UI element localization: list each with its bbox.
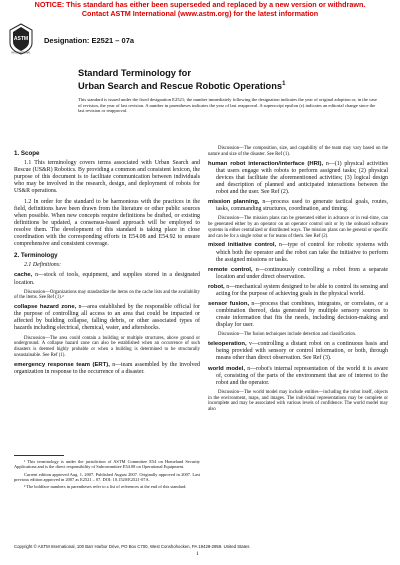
definition-remote-control (208, 267, 388, 281)
definition-world-model (208, 366, 388, 387)
left-column (14, 146, 200, 379)
def-ert: n—team assembled by the involved organization in response to the occurrence of a disaster. (14, 361, 200, 375)
right-column (208, 146, 388, 416)
def-mixed-initiative-control: n—type of control for robotic systems with which both the operator and the robot can take the initiative to perform the assigned missions or tasks. (216, 242, 388, 263)
definition-hri (208, 161, 388, 196)
definition-mission-planning (208, 199, 388, 213)
notice-line-2: Contact ASTM International (www.astm.org) for the latest information (81, 8, 319, 18)
title-line-2: Urban Search and Rescue Robotic Operations (78, 81, 283, 92)
preamble: This standard is issued under the fixed designation E2521; the number immediately following the designation indicates the year of original adoption or, in the case of revision, the year of last revision. A number in parentheses indicates the year of last reapproval. A superscript epsilon (ε) indicates an editorial change since the last revision or reapproval. (78, 97, 377, 114)
def-collapse-hazard-zone: n—area established by the responsible official for the purpose of controlling all access to an area that could be impacted or affected by building collapse, falling debris, or other associated types of hazards including electrical, chemical, water, and aftershocks. (14, 304, 200, 332)
discussion-mission-planning: Discussion—The mission plans can be generated either in advance or in real-time, can be generated either by an operator on an operator control unit or by the onboard software systems in either centralized or distributed ways. The mission plans can be general or specific and can be for a single robot or for teams of them. See Ref (2). (208, 216, 388, 239)
discussion-ert: Discussion—The composition, size, and capability of the team may vary based on the nature and size of the disaster. See Ref (1). (208, 146, 388, 157)
term-sensor-fusion: sensor fusion, (208, 301, 250, 308)
notice-line-1: NOTICE: This standard has either been superseded and replaced by a new version or withdrawn. (34, 0, 366, 9)
definition-cache (14, 272, 200, 286)
definition-mixed-initiative-control (208, 242, 388, 263)
footnotes (14, 459, 200, 491)
footnote-1-edition: Current edition approved Aug. 1, 2007. Published August 2007. Originally approved in 2007. Last previous edition approved in 2007 as E2521 – 07. DOI: 10.1520/E2521-07A. (14, 471, 200, 482)
def-mission-planning: n—process used to generate tactical goals, routes, tasks, commanding structures, coordination, and timing. (216, 199, 388, 213)
footnote-2: ² The boldface numbers in parentheses refer to a list of references at the end of this standard. (24, 484, 187, 490)
def-teleoperation: v—controlling a distant robot on a continuous basis and being provided with sensory or control information, or both, through means other than direct observation. See Ref (3). (216, 341, 388, 362)
scope-heading: 1. Scope (14, 150, 40, 157)
term-remote-control: remote control, (208, 266, 253, 273)
def-remote-control: n—continuously controlling a robot from a separate location and under direct observation. (216, 266, 388, 280)
term-collapse-hazard-zone: collapse hazard zone, (14, 304, 77, 311)
copyright-line: Copyright © ASTM International, 100 Barr Harbor Drive, PO Box C700, West Conshohocken, PA 19428-2959. United States (14, 544, 250, 549)
definitions-label: 2.1 Definitions: (24, 262, 61, 269)
scope-paragraph-1: 1.1 This terminology covers terms associated with Urban Search and Rescue (US&R) Robotics. By providing a common and consistent lexicon, the purpose of this document is to facilitate communication between individuals who may be involved in the research, design, and deployment of robots for US&R operations. (14, 160, 200, 195)
term-ert: emergency response team (ERT), (14, 361, 110, 368)
discussion-collapse-hazard-zone: Discussion—The area could contain a building or multiple structures, above ground or underground. A collapse hazard zone can also be established when an occurrence of such disasters is deemed highly probable or when a building is determined to be structurally unsustainable. See Ref (1). (14, 335, 200, 358)
term-hri: human robot interaction/interface (HRI), (208, 160, 324, 167)
footnote-1: ¹ This terminology is under the jurisdiction of ASTM Committee E54 on Homeland Security Applications and is the direct responsibility of Subcommittee E54.08 on Operational Equipment. (14, 459, 200, 470)
term-world-model: world model, (208, 365, 246, 372)
def-world-model: n—robot's internal representation of the world it is aware of, consisting of the parts of the environment that are of interest to the robot and the operator. (216, 365, 389, 386)
term-teleoperation: teleoperation, (208, 341, 247, 348)
term-robot: robot, (208, 283, 225, 290)
document-title (78, 68, 378, 92)
def-hri: n—(1) physical activities that users engage with robots to perform assigned tasks; (2) physical devices that facilitate the aforementioned activities; (3) logical design and description of planned and anticipated interactions between the robot and the user. See Ref (2). (216, 160, 388, 195)
term-mission-planning: mission planning, (208, 199, 260, 206)
definition-teleoperation (208, 341, 388, 362)
discussion-sensor-fusion: Discussion—The fusion techniques include detection and classification. (218, 332, 357, 338)
definition-robot (208, 284, 388, 298)
designation: Designation: E2521 – 07a (44, 36, 135, 45)
title-footnote-mark: 1 (282, 81, 286, 87)
def-robot: n—mechanical system designed to be able to control its sensing and acting for the purpose of achieving goals in the physical world. (216, 283, 388, 297)
definition-sensor-fusion (208, 301, 388, 329)
svg-text:ASTM: ASTM (13, 36, 29, 42)
terminology-heading: 2. Terminology (14, 252, 58, 260)
supersession-notice (0, 1, 400, 18)
definition-collapse-hazard-zone (14, 304, 200, 332)
def-cache: n—stock of tools, equipment, and supplies stored in a designated location. (14, 272, 200, 286)
definition-ert (14, 362, 200, 376)
title-line-1: Standard Terminology for (78, 68, 191, 78)
astm-logo-icon (8, 23, 34, 55)
term-cache: cache, (14, 272, 33, 279)
logo-caption: INTERNATIONAL (11, 51, 31, 55)
term-mixed-initiative-control: mixed initiative control, (208, 242, 277, 249)
page-number: 1 (196, 551, 199, 557)
def-sensor-fusion: n—process that combines, integrates, or correlates, or a combination thereof, data generated by multiple sensory sources to create information that fits the needs, including decision-making and display for user. (216, 301, 388, 329)
discussion-world-model: Discussion—The world model may include entities—including the robot itself, objects in the environment, maps, and images. The individual representations may be complete or incomplete and may be associated with various levels of confidence. The world model may also (208, 389, 388, 413)
discussion-cache: Discussion—Organizations may standardize the items on the cache lists and the availability of the items. See Ref (1).² (14, 289, 200, 301)
footnote-rule (14, 455, 64, 456)
scope-paragraph-2: 1.2 In order for the standard to be harmonious with the practices in the field, definitions have been drawn from the literature or other public sources when possible. When new concepts require definitions be drafted, or existing definitions be updated, a consensus-based approach will be employed to resolve them. The development of this standard is taking place in close coordination with the corresponding efforts in E54.08 and E54.92 to ensure comprehensive and consistent coverage. (14, 198, 200, 248)
